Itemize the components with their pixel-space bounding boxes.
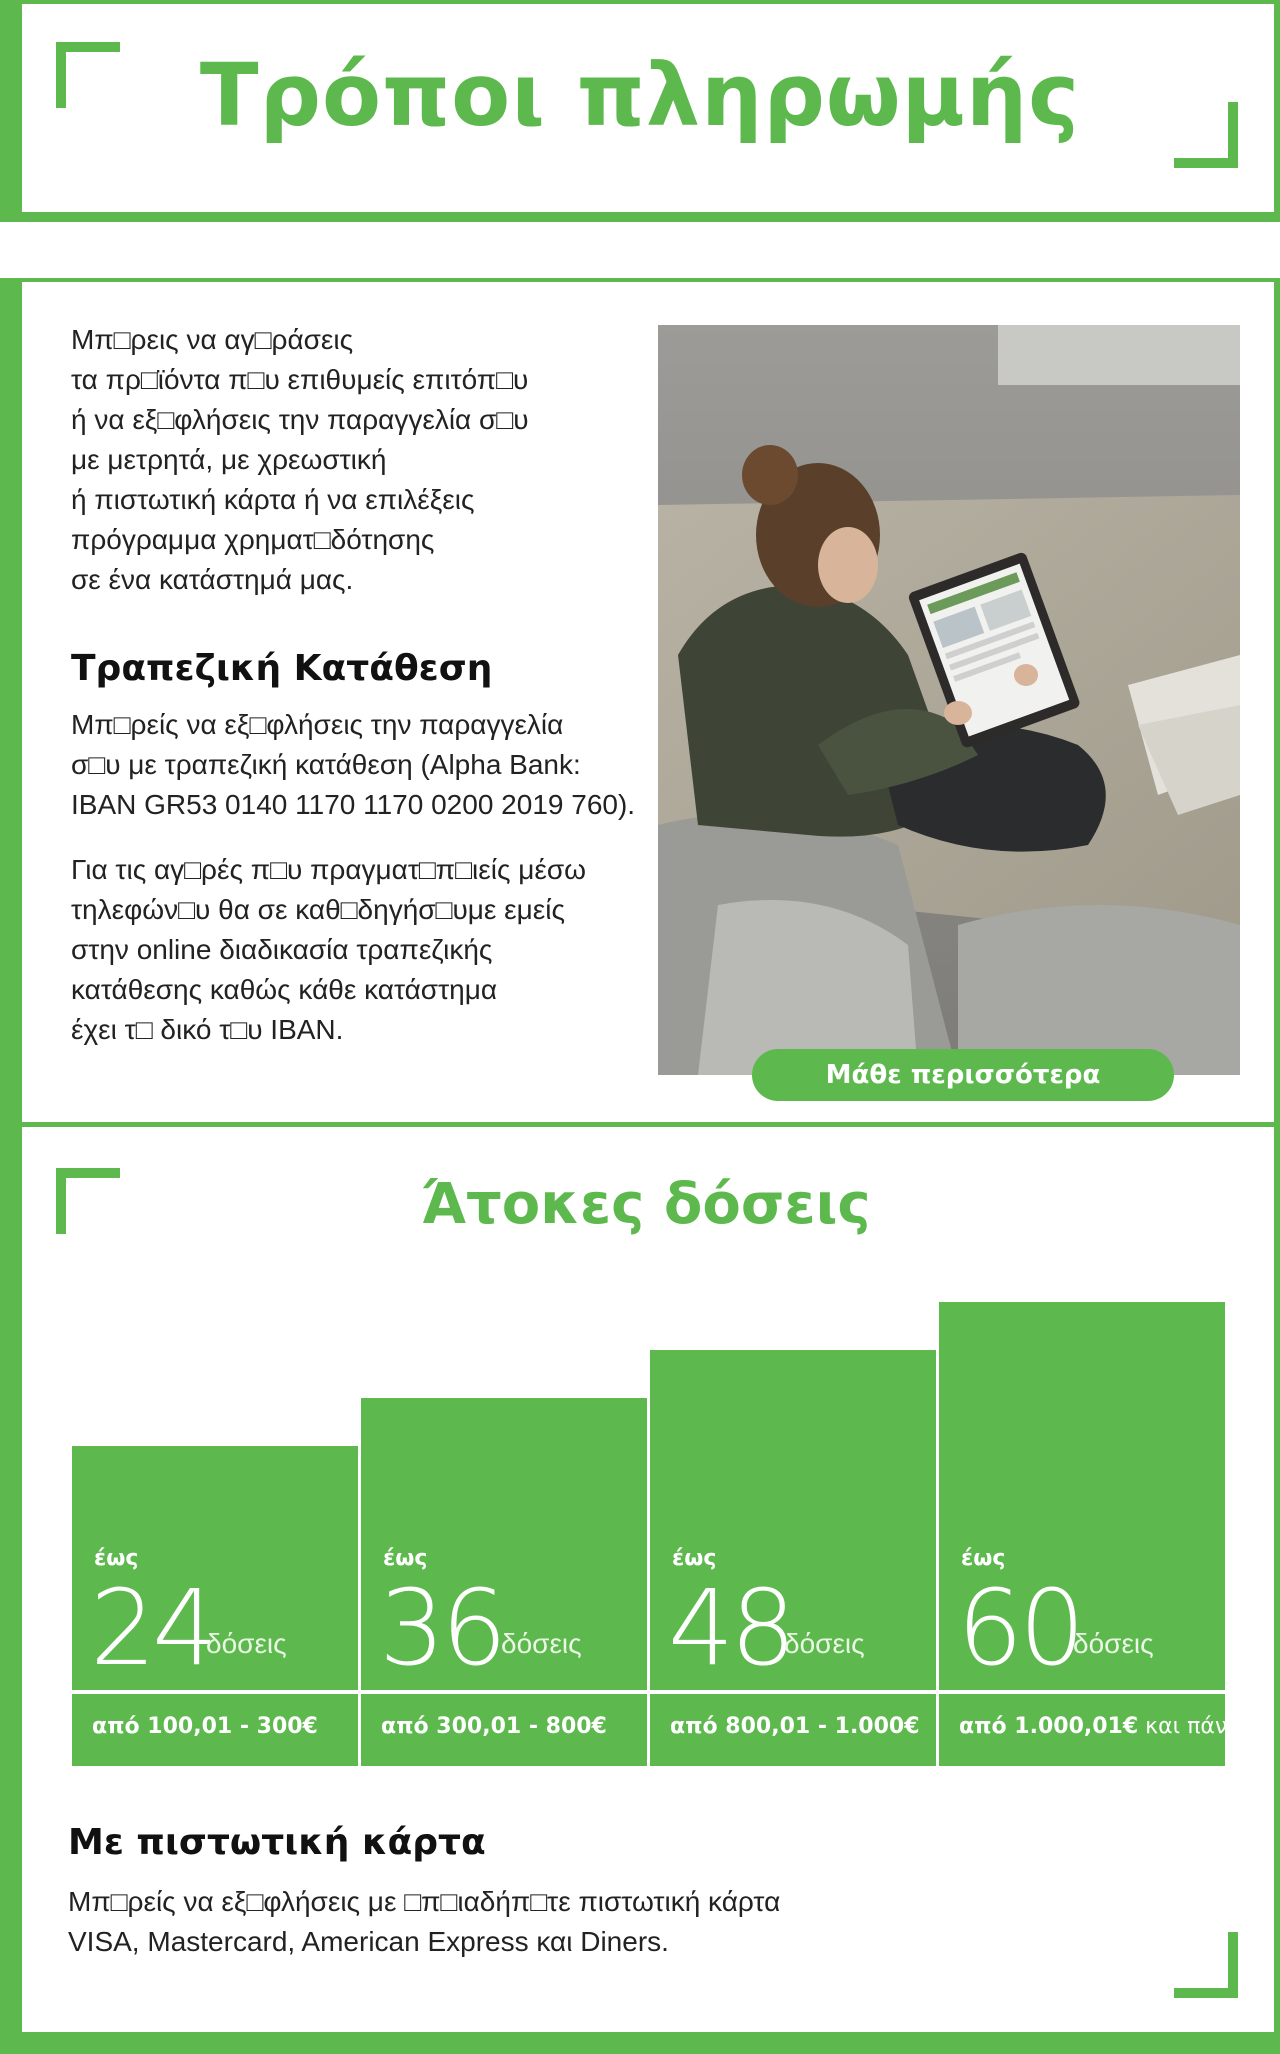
intro-line: ή πιστωτική κάρτα ή να επιλέξεις [71, 484, 475, 515]
up-to-label: έως [383, 1546, 428, 1571]
phone-orders-text [71, 850, 586, 1050]
installment-bar [361, 1398, 647, 1766]
price-range-label: από 800,01 - 1.000€ [670, 1714, 920, 1739]
installments-unit-label: δόσεις [501, 1628, 582, 1659]
credit-card-line: Μπ□ρείς να εξ□φλήσεις με □π□ιαδήπ□τε πιστωτική κάρτα [68, 1886, 781, 1917]
installment-count: 24 [90, 1567, 215, 1689]
photo-illustration [658, 325, 1240, 1075]
intro-line: πρόγραμμα χρηματ□δότησης [71, 524, 435, 555]
credit-card-line: VISA, Mastercard, American Express και Diners. [68, 1926, 669, 1957]
installments-title: Άτοκες δόσεις [421, 1172, 871, 1237]
intro-line: Μπ□ρεις να αγ□ράσεις [71, 324, 354, 355]
installment-count: 36 [379, 1567, 504, 1689]
installments-unit-label: δόσεις [784, 1628, 865, 1659]
woman-with-tablet-photo [658, 325, 1240, 1075]
up-to-label: έως [961, 1546, 1006, 1571]
bank-deposit-line: IBAN GR53 0140 1170 1170 0200 2019 760). [71, 789, 636, 820]
phone-orders-line: έχει τ□ δικό τ□υ IBAN. [71, 1014, 344, 1045]
bar-separator [650, 1690, 936, 1694]
phone-orders-line: κατάθεσης καθώς κάθε κατάστημα [71, 974, 498, 1005]
corner-bracket-bottom-right [1174, 1932, 1238, 1998]
bar-separator [939, 1690, 1225, 1694]
bank-deposit-title: Τραπεζική Κατάθεση [71, 648, 493, 689]
credit-card-text [68, 1882, 780, 1962]
bank-deposit-text [71, 705, 635, 825]
price-range-label: από 1.000,01€ και πάνω [959, 1714, 1246, 1739]
installment-bar [72, 1446, 358, 1766]
installments-unit-label: δόσεις [1073, 1628, 1154, 1659]
header-box [0, 0, 1280, 222]
price-range-label: από 100,01 - 300€ [92, 1714, 318, 1739]
intro-line: τα πρ□ϊόντα π□υ επιθυμείς επιτόπ□υ [71, 364, 529, 395]
up-to-label: έως [94, 1546, 139, 1571]
installment-bar [939, 1302, 1246, 1766]
installment-bar [650, 1350, 936, 1766]
installment-count: 60 [957, 1567, 1082, 1689]
phone-orders-line: Για τις αγ□ρές π□υ πραγματ□π□ιείς μέσω [71, 854, 586, 885]
intro-line: με μετρητά, με χρεωστική [71, 444, 387, 475]
up-to-label: έως [672, 1546, 717, 1571]
intro-line: ή να εξ□φλήσεις την παραγγελία σ□υ [71, 404, 529, 435]
intro-text [71, 320, 631, 600]
intro-line: σε ένα κατάστημά μας. [71, 564, 354, 595]
phone-orders-line: τηλεφών□υ θα σε καθ□δηγήσ□υμε εμείς [71, 894, 565, 925]
phone-orders-line: στην online διαδικασία τραπεζικής [71, 934, 493, 965]
installments-unit-label: δόσεις [206, 1628, 287, 1659]
bank-deposit-line: σ□υ με τραπεζική κατάθεση (Alpha Bank: [71, 749, 581, 780]
installment-count: 48 [668, 1567, 793, 1689]
bar-separator [72, 1690, 358, 1694]
credit-card-title: Με πιστωτική κάρτα [68, 1822, 486, 1863]
price-range-label: από 300,01 - 800€ [381, 1714, 607, 1739]
learn-more-button[interactable]: Μάθε περισσότερα [752, 1049, 1174, 1101]
page-title: Τρόποι πληρωμής [199, 46, 1081, 146]
price-range-suffix: και πάνω [1138, 1714, 1246, 1739]
section-divider [0, 1122, 1280, 1127]
bar-separator [361, 1690, 647, 1694]
bank-deposit-line: Μπ□ρείς να εξ□φλήσεις την παραγγελία [71, 709, 564, 740]
